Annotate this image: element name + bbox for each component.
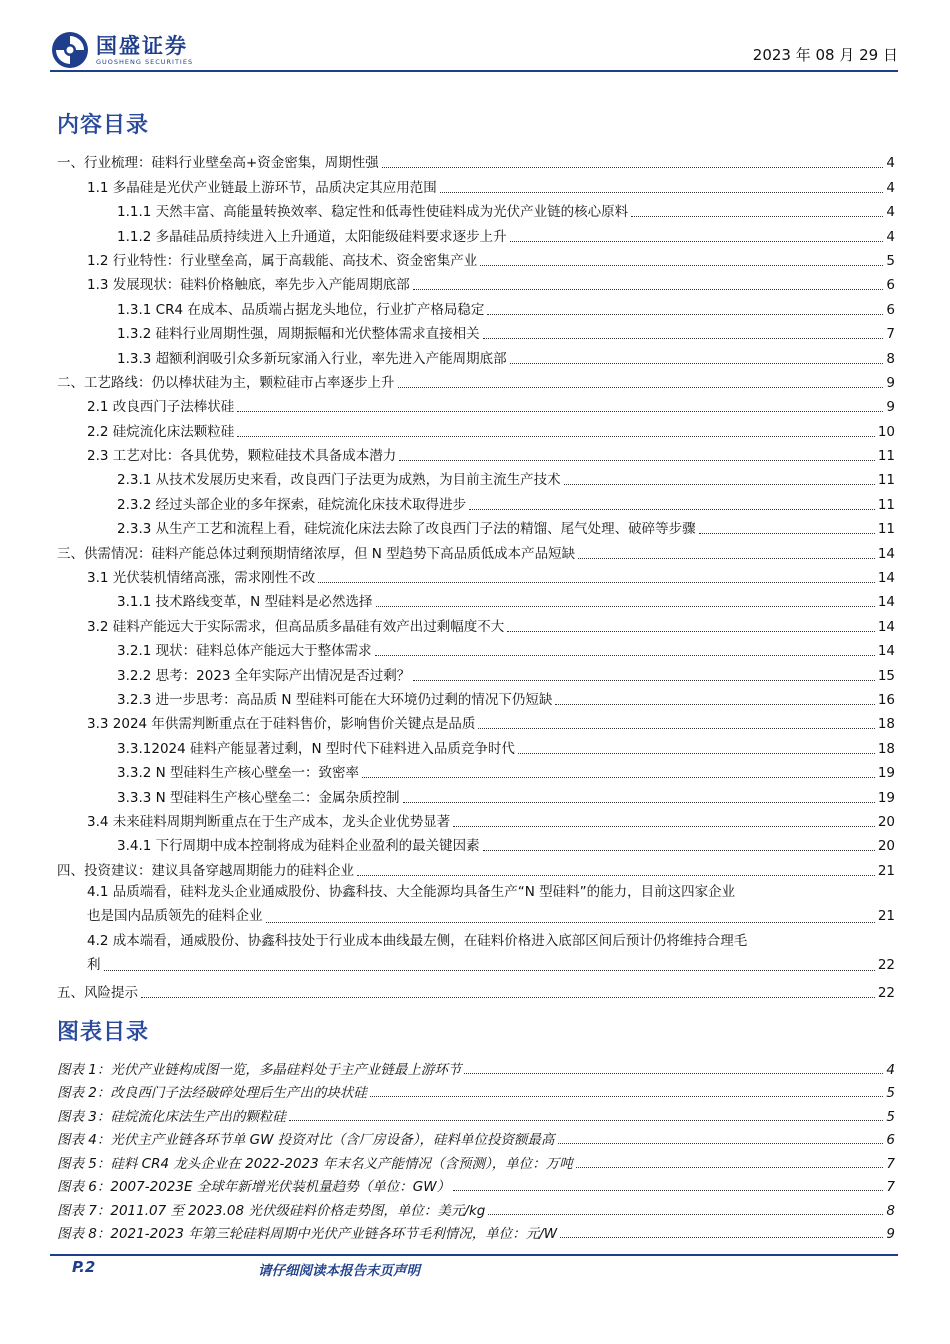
toc-entry-page: 22 [877,956,895,973]
toc-entry[interactable] [57,489,895,513]
toc-entry-title: 三、供需情况：硅料产能总体过剩预期情绪浓厚，但 N 型趋势下高品质低成本产品短缺 [57,545,576,562]
toc-entry[interactable] [57,368,895,392]
figure-entry[interactable] [57,1054,895,1078]
toc-entry-page: 10 [877,423,895,440]
figure-entry-title: 图表 2：改良西门子法经破碎处理后生产出的块状硅 [57,1085,367,1101]
toc-entry-title: 3.3.3 N 型硅料生产核心壁垒二：金属杂质控制 [117,789,400,806]
toc-entry[interactable] [57,343,895,367]
toc-entry-title: 3.3 2024 年供需判断重点在于硅料售价，影响售价关键点是品质 [87,716,476,733]
dot-leader [413,289,884,290]
toc-entry[interactable] [57,319,895,343]
dot-leader [631,216,883,217]
toc-entry[interactable] [57,587,895,611]
toc-entry[interactable] [57,611,895,635]
toc-entry-page: 14 [877,643,895,660]
toc-entry-page: 20 [877,813,895,830]
figure-entry-title: 图表 1：光伏产业链构成图一览，多晶硅料处于主产业链最上游环节 [57,1061,462,1078]
toc-title: 内容目录 [57,113,150,138]
toc-entry-title: 2.3.2 经过头部企业的多年探索，硅烷流化床技术取得进步 [117,496,467,513]
toc-entry-title: 四、投资建议：建议具备穿越周期能力的硅料企业 [57,862,354,879]
toc-entry-title: 3.4.1 下行周期中成本控制将成为硅料企业盈利的最关键因素 [117,838,480,855]
dot-leader [141,997,875,998]
toc-entry-title: 一、行业梳理：硅料行业壁垒高+资金密集，周期性强 [57,155,379,172]
figure-entry[interactable] [57,1148,895,1172]
toc-entry-page: 9 [886,399,895,416]
dot-leader [453,826,875,827]
dot-leader [403,802,875,803]
toc-entry-title: 1.3 发展现状：硅料价格触底，率先步入产能周期底部 [87,277,410,294]
figure-list-title: 图表目录 [57,1020,150,1045]
toc-entry[interactable] [57,294,895,318]
toc-entry-title: 2.1 改良西门子法棒状硅 [87,399,235,416]
dot-leader [576,1167,884,1168]
toc-entry-title: 1.3.2 硅料行业周期性强，周期振幅和光伏整体需求直接相关 [117,326,480,343]
dot-leader [488,1214,883,1215]
dot-leader [440,192,884,193]
toc-entry[interactable] [57,660,895,684]
figure-entry[interactable] [57,1101,895,1125]
toc-entry-title: 2.3.3 从生产工艺和流程上看，硅烷流化床法去除了改良西门子法的精馏、尾气处理、破碎等步骤 [117,521,696,538]
toc-entry[interactable] [57,465,895,489]
header-divider [50,70,898,72]
toc-entry[interactable] [57,758,895,782]
toc-entry-title: 二、工艺路线：仍以棒状硅为主，颗粒硅市占率逐步上升 [57,374,395,391]
dot-leader [480,265,883,266]
toc-entry[interactable] [57,636,895,660]
toc-entry-title: 1.1.2 多晶硅品质持续进入上升通道，太阳能级硅料要求逐步上升 [117,228,507,245]
toc-entry[interactable] [57,416,895,440]
dot-leader [507,631,875,632]
dot-leader [578,558,875,559]
dot-leader [357,875,875,876]
toc-entry-page: 11 [877,448,895,465]
toc-entry-page: 21 [877,862,895,879]
toc-entry[interactable] [57,392,895,416]
toc-entry[interactable] [57,977,895,1001]
dot-leader [413,680,875,681]
figure-entry-page: 9 [886,1226,895,1242]
dot-leader [237,436,875,437]
toc-entry-page: 4 [886,204,895,221]
dot-leader [518,753,875,754]
toc-entry[interactable] [57,831,895,855]
toc-entry-page: 21 [877,908,895,925]
figure-entry-page: 8 [886,1202,895,1219]
toc-entry-title: 2.2 硅烷流化床法颗粒硅 [87,423,235,440]
dot-leader [266,922,875,923]
dot-leader [699,533,875,534]
toc-entry-title: 3.2.2 思考：2023 全年实际产出情况是否过剩？ [117,667,411,684]
toc-entry-page: 20 [877,838,895,855]
toc-entry-title: 1.1 多晶硅是光伏产业链最上游环节，品质决定其应用范围 [87,179,437,196]
footer-divider [50,1254,898,1256]
toc-entry-title: 4.1 品质端看，硅料龙头企业通威股份、协鑫科技、大全能源均具备生产“N 型硅料”的能力，目前这四家企业 [87,883,736,900]
toc-entry-page: 11 [877,496,895,513]
toc-entry-title: 1.3.3 超额利润吸引众多新玩家涌入行业，率先进入产能周期底部 [117,350,507,367]
toc-entry-title: 1.2 行业特性：行业壁垒高，属于高载能、高技术、资金密集产业 [87,252,478,269]
toc-entry[interactable] [57,563,895,587]
dot-leader [564,484,875,485]
figure-entry[interactable] [57,1219,895,1243]
dot-leader [464,1073,883,1074]
dot-leader [382,167,884,168]
toc-entry[interactable] [57,685,895,709]
toc-entry-page: 4 [886,228,895,245]
figure-entry[interactable] [57,1195,895,1219]
logo-name-cn: 国盛证券 [96,34,188,58]
dot-leader [376,606,875,607]
toc-entry-title: 3.2.1 现状：硅料总体产能远大于整体需求 [117,643,372,660]
figure-entry-title: 图表 8：2021-2023 年第三轮硅料周期中光伏产业链各环节毛利情况，单位：元/W [57,1226,558,1242]
toc-entry-page: 14 [877,594,895,611]
toc-entry-page: 18 [877,740,895,757]
toc-entry[interactable] [57,197,895,221]
toc-entry[interactable] [57,441,895,465]
toc-entry[interactable] [57,148,895,172]
toc-entry-title: 3.2.3 进一步思考：高品质 N 型硅料可能在大环境仍过剩的情况下仍短缺 [117,691,553,708]
toc-entry-page: 11 [877,521,895,538]
toc-entry[interactable] [57,782,895,806]
toc-entry-title: 1.3.1 CR4 在成本、品质端占据龙头地位，行业扩产格局稳定 [117,301,485,318]
toc-entry[interactable] [57,709,895,733]
toc-entry-title: 五、风险提示 [57,984,138,1001]
dot-leader [398,387,884,388]
dot-leader [237,411,883,412]
figure-entry[interactable] [57,1172,895,1196]
report-date: 2023 年 08 月 29 日 [752,46,898,64]
toc-entry-title: 3.2 硅料产能远大于实际需求，但高品质多晶硅有效产出过剩幅度不大 [87,618,505,635]
dot-leader [453,1190,883,1191]
figure-entry-title: 图表 4：光伏主产业链各环节单 GW 投资对比（含厂房设备），硅料单位投资额最高 [57,1132,555,1148]
toc-entry[interactable] [57,514,895,538]
toc-entry[interactable] [57,270,895,294]
toc-entry-title-cont: 利 [87,956,101,973]
dot-leader [375,655,875,656]
toc-entry-title: 2.3 工艺对比：各具优势，颗粒硅技术具备成本潜力 [87,448,397,465]
page-number: P.2 [72,1258,96,1276]
toc-entry[interactable] [57,807,895,831]
toc-entry[interactable] [57,221,895,245]
figure-entry-page: 4 [886,1061,895,1078]
toc-entry[interactable] [57,929,895,978]
dot-leader [104,970,875,971]
figure-list [57,1054,895,1242]
figure-entry-title: 图表 6：2007-2023E 全球年新增光伏装机量趋势（单位：GW） [57,1179,451,1195]
figure-entry[interactable] [57,1078,895,1102]
toc-entry-title-cont: 也是国内品质领先的硅料企业 [87,908,263,925]
figure-entry-page: 6 [886,1132,895,1148]
page-header [50,28,898,72]
dot-leader [362,777,875,778]
figure-entry[interactable] [57,1125,895,1149]
dot-leader [289,1120,884,1121]
dot-leader [555,704,874,705]
toc-entry-title: 1.1.1 天然丰富、高能量转换效率、稳定性和低毒性使硅料成为光伏产业链的核心原料 [117,204,629,221]
toc-entry-title: 3.3.2 N 型硅料生产核心壁垒一：致密率 [117,765,360,782]
figure-entry-title: 图表 3：硅烷流化床法生产出的颗粒硅 [57,1108,286,1125]
dot-leader [483,850,875,851]
dot-leader [487,314,883,315]
toc-entry-page: 4 [886,179,895,196]
toc-entry-page: 16 [877,691,895,708]
toc-entry-title: 3.1.1 技术路线变革，N 型硅料是必然选择 [117,594,373,611]
toc-entry[interactable] [57,538,895,562]
toc-entry[interactable] [57,172,895,196]
dot-leader [510,363,884,364]
dot-leader [510,241,884,242]
toc-entry-page: 5 [886,252,895,269]
toc-entry[interactable] [57,855,895,879]
toc-entry-page: 19 [877,765,895,782]
dot-leader [483,338,884,339]
toc-entry-page: 6 [886,301,895,318]
toc-entry-title: 3.1 光伏装机情绪高涨，需求刚性不改 [87,570,316,587]
dot-leader [399,460,875,461]
toc-entry-title: 2.3.1 从技术发展历史来看，改良西门子法更为成熟，为目前主流生产技术 [117,472,561,489]
toc-entry-page: 6 [886,277,895,294]
figure-entry-page: 5 [886,1108,895,1125]
toc-entry[interactable] [57,880,895,929]
toc-entry-page: 7 [886,326,895,343]
dot-leader [370,1096,884,1097]
figure-entry-title: 图表 7：2011.07 至 2023.08 光伏级硅料价格走势图，单位：美元/kg [57,1202,486,1219]
toc-entry-title: 3.3.12024 硅料产能显著过剩，N 型时代下硅料进入品质竞争时代 [117,740,515,757]
logo-name-en: GUOSHENG SECURITIES [96,58,194,66]
toc-entry-page: 11 [877,472,895,489]
figure-entry-page: 5 [886,1085,895,1101]
company-logo [50,30,193,70]
dot-leader [558,1143,884,1144]
figure-entry-page: 7 [886,1179,895,1195]
guosheng-logo-icon [50,30,90,70]
toc-entry[interactable] [57,733,895,757]
toc-entry-page: 22 [877,984,895,1001]
dot-leader [560,1237,883,1238]
toc-entry-title: 3.4 未来硅料周期判断重点在于生产成本，龙头企业优势显著 [87,813,451,830]
toc-entry-page: 8 [886,350,895,367]
dot-leader [469,509,875,510]
toc-entry-page: 14 [877,570,895,587]
dot-leader [478,728,874,729]
footer-disclaimer: 请仔细阅读本报告末页声明 [258,1263,420,1279]
toc-entry-page: 18 [877,716,895,733]
toc-entry-page: 9 [886,374,895,391]
table-of-contents [57,148,895,1002]
toc-entry[interactable] [57,246,895,270]
dot-leader [318,582,875,583]
toc-entry-title: 4.2 成本端看，通威股份、协鑫科技处于行业成本曲线最左侧，在硅料价格进入底部区间后预计仍将维持合理毛 [87,932,748,949]
figure-entry-page: 7 [886,1155,895,1172]
toc-entry-page: 14 [877,545,895,562]
toc-entry-page: 4 [886,155,895,172]
toc-entry-page: 14 [877,618,895,635]
figure-entry-title: 图表 5：硅料 CR4 龙头企业在 2022-2023 年末名义产能情况（含预测），单位：万吨 [57,1155,573,1172]
toc-entry-page: 15 [877,667,895,684]
toc-entry-page: 19 [877,789,895,806]
